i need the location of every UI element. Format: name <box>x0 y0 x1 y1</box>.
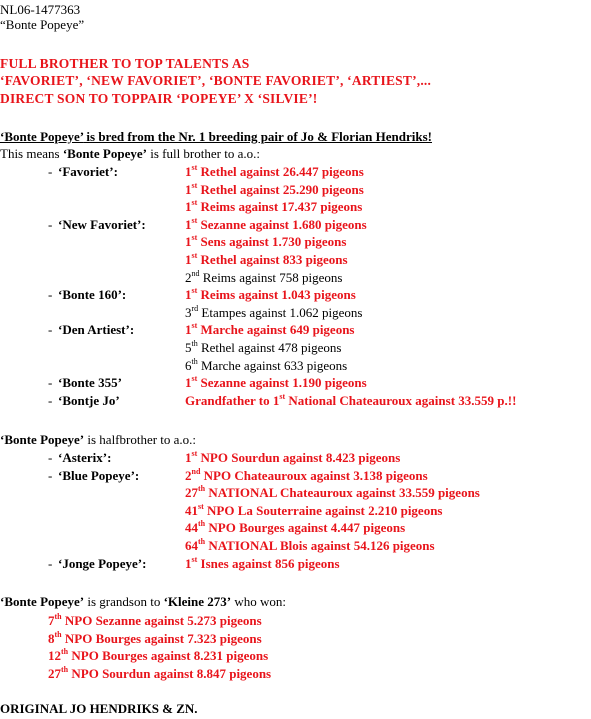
race-result: NPO La Souterraine against 2.210 pigeons <box>207 502 443 518</box>
placing-number: 1 <box>185 287 192 303</box>
list-dash: - <box>48 216 53 232</box>
placing-suffix: st <box>191 215 198 225</box>
placing-number: 6 <box>185 357 192 373</box>
race-result: NPO Sourdun against 8.423 pigeons <box>200 450 401 465</box>
placing-suffix: th <box>54 629 62 639</box>
race-result: Etampes against 1.062 pigeons <box>201 304 363 320</box>
placing-suffix: th <box>198 537 206 546</box>
placing-number: 27 <box>185 485 198 501</box>
result-text <box>185 485 480 501</box>
headline-2: ‘FAVORIET’, ‘NEW FAVORIET’, ‘BONTE FAVORIET’, ‘ARTIEST’,... <box>0 73 432 88</box>
race-result: Sezanne against 1.190 pigeons <box>200 375 367 391</box>
result-text <box>185 503 443 519</box>
race-result: Marche against 633 pigeons <box>200 357 348 373</box>
placing-suffix: st <box>191 449 198 458</box>
placing-suffix: th <box>198 484 206 494</box>
list-dash: - <box>48 450 53 465</box>
headline-1: FULL BROTHER TO TOP TALENTS AS <box>0 56 250 71</box>
race-result: NPO Chateauroux against 3.138 pigeons <box>203 467 428 483</box>
pigeon-label: ‘Blue Popeye’: <box>58 467 140 483</box>
placing-suffix: st <box>191 286 198 296</box>
placing-number: 1 <box>185 322 192 338</box>
list-dash: - <box>48 467 53 483</box>
placing-number: 41 <box>185 502 198 518</box>
section-2-intro: ‘Bonte Popeye’ is halfbrother to a.o.: <box>0 432 197 447</box>
result-text <box>185 520 405 536</box>
placing-suffix: st <box>191 233 198 243</box>
race-result: Isnes against 856 pigeons <box>200 555 340 571</box>
pigeon-label: ‘Asterix’: <box>58 450 112 465</box>
race-result: Rethel against 833 pigeons <box>200 252 348 267</box>
race-result: National Chateauroux against 33.559 p.!! <box>288 392 517 408</box>
list-dash: - <box>48 322 53 338</box>
placing-number: 1 <box>185 216 192 232</box>
result-text <box>185 234 346 250</box>
placing-suffix: st <box>191 163 198 172</box>
placing-number: 27 <box>48 665 61 681</box>
placing-suffix: st <box>191 321 198 331</box>
placing-suffix: th <box>54 612 62 621</box>
placing-number: 5 <box>185 340 192 355</box>
placing-suffix: st <box>191 251 198 260</box>
race-result: NPO Sezanne against 5.273 pigeons <box>64 613 262 628</box>
placing-suffix: st <box>191 374 198 384</box>
result-text <box>48 613 262 629</box>
placing-number: 64 <box>185 538 198 553</box>
race-result: Reims against 1.043 pigeons <box>200 287 356 303</box>
race-result: Rethel against 26.447 pigeons <box>200 164 364 179</box>
placing-number: 2 <box>185 269 192 285</box>
list-dash: - <box>48 375 53 391</box>
race-result: NPO Bourges against 7.323 pigeons <box>64 630 262 646</box>
placing-number: 2 <box>185 467 192 483</box>
result-text <box>185 538 435 554</box>
pigeon-label: ‘Den Artiest’: <box>58 322 135 338</box>
result-text <box>48 666 271 682</box>
race-result: Sezanne against 1.680 pigeons <box>200 216 367 232</box>
placing-suffix: st <box>279 391 286 401</box>
race-result: NATIONAL Chateauroux against 33.559 pigeons <box>208 485 480 501</box>
placing-suffix: th <box>61 647 69 657</box>
result-text <box>185 340 341 356</box>
pigeon-name: “Bonte Popeye” <box>0 17 85 32</box>
placing-suffix: st <box>198 501 204 511</box>
result-text <box>185 164 364 180</box>
placing-number: 8 <box>48 630 55 646</box>
pigeon-label: ‘Bonte 355’ <box>58 375 122 391</box>
race-result: NATIONAL Blois against 54.126 pigeons <box>208 538 435 553</box>
race-result: NPO Bourges against 4.447 pigeons <box>208 520 406 536</box>
result-text <box>48 648 268 664</box>
placing-suffix: th <box>191 356 198 366</box>
section-3-intro: ‘Bonte Popeye’ is grandson to ‘Kleine 273’ who won: <box>0 594 286 609</box>
placing-number: 12 <box>48 648 61 664</box>
ring-number: NL06-1477363 <box>0 2 81 17</box>
placing-number: 1 <box>185 164 192 179</box>
result-text <box>185 217 367 233</box>
result-text <box>185 468 428 484</box>
placing-suffix: nd <box>191 268 200 278</box>
placing-suffix: th <box>61 664 69 674</box>
list-dash: - <box>48 164 53 179</box>
placing-number: 7 <box>48 613 55 628</box>
result-text <box>185 375 367 391</box>
placing-suffix: nd <box>191 466 201 476</box>
result-text <box>185 556 340 572</box>
placing-number: 1 <box>185 181 192 197</box>
result-text <box>185 199 362 215</box>
placing-number: 1 <box>185 555 192 571</box>
list-dash: - <box>48 287 53 303</box>
placing-number: 3 <box>185 304 192 320</box>
footer-origin: ORIGINAL JO HENDRIKS & ZN. <box>0 701 198 716</box>
list-dash: - <box>48 555 53 571</box>
placing-number: 1 <box>185 199 192 215</box>
pigeon-label: ‘Bontje Jo’ <box>58 392 120 408</box>
placing-number: 1 <box>185 450 192 465</box>
placing-suffix: st <box>191 554 198 564</box>
placing-suffix: st <box>191 198 198 208</box>
race-result: Reims against 17.437 pigeons <box>200 199 363 215</box>
placing-suffix: th <box>191 339 198 348</box>
result-text <box>185 252 348 268</box>
race-result: Reims against 758 pigeons <box>202 269 343 285</box>
result-text <box>185 182 364 198</box>
section-1-intro: This means ‘Bonte Popeye’ is full brother to a.o.: <box>0 146 260 161</box>
result-text <box>185 450 400 466</box>
pigeon-label: ‘Favoriet’: <box>58 164 118 179</box>
section-1-title: ‘Bonte Popeye’ is bred from the Nr. 1 breeding pair of Jo & Florian Hendriks! <box>0 129 432 144</box>
result-text <box>185 393 516 409</box>
placing-number: 1 <box>185 234 192 250</box>
pigeon-label: ‘New Favoriet’: <box>58 216 146 232</box>
result-text <box>185 270 343 286</box>
race-result: NPO Sourdun against 8.847 pigeons <box>71 665 272 681</box>
pigeon-label: ‘Bonte 160’: <box>58 287 127 303</box>
result-text <box>185 305 362 321</box>
race-result: NPO Bourges against 8.231 pigeons <box>71 648 269 664</box>
headline-3: DIRECT SON TO TOPPAIR ‘POPEYE’ X ‘SILVIE’! <box>0 91 318 106</box>
placing-number: 1 <box>185 252 192 267</box>
race-result: Marche against 649 pigeons <box>200 322 355 338</box>
placing-number: 44 <box>185 520 198 536</box>
placing-suffix: rd <box>191 303 199 313</box>
placing-number: Grandfather to 1 <box>185 392 280 408</box>
placing-number: 1 <box>185 375 192 391</box>
result-text <box>185 322 355 338</box>
result-text <box>185 358 347 374</box>
race-result: Rethel against 25.290 pigeons <box>200 181 364 197</box>
race-result: Rethel against 478 pigeons <box>200 340 342 355</box>
result-text <box>48 631 262 647</box>
race-result: Sens against 1.730 pigeons <box>200 234 347 250</box>
list-dash: - <box>48 392 53 408</box>
placing-suffix: th <box>198 519 206 529</box>
pigeon-label: ‘Jonge Popeye’: <box>58 555 147 571</box>
result-text <box>185 287 356 303</box>
placing-suffix: st <box>191 180 198 190</box>
